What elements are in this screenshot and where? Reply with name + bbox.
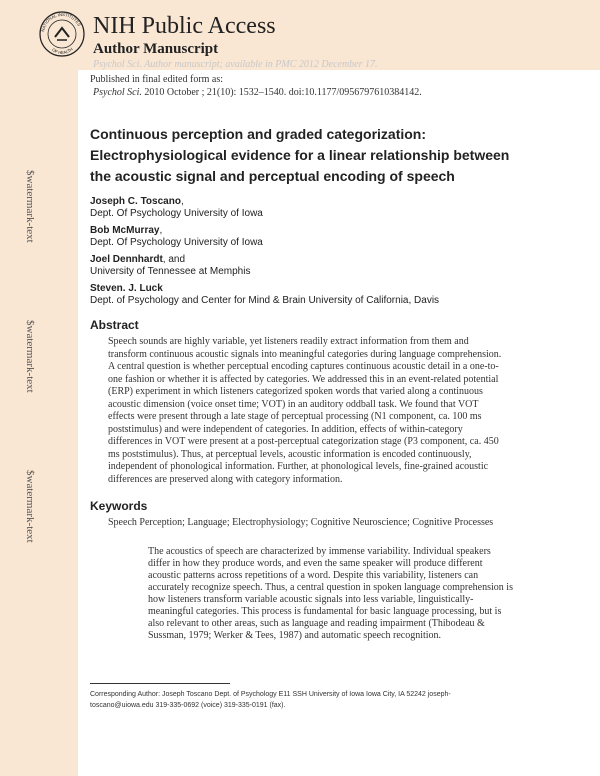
watermark-text: $watermark-text xyxy=(24,470,36,543)
paper-title: Continuous perception and graded categorization: Electrophysiological evidence for a linear relationship between the acoustic signal and perceptual encoding of speech xyxy=(90,126,510,184)
corresponding-author-footnote: Corresponding Author: Joseph Toscano Dept. of Psychology E11 SSH University of Iowa Iowa City, IA 52242 joseph-toscano@uiowa.edu 319-335-0692 (voice) 319-335-0191 (fax). xyxy=(90,691,451,709)
citation-journal: Psychol Sci. xyxy=(93,87,142,98)
logo-text-bottom: OF HEALTH xyxy=(51,46,74,56)
author-affiliation: Dept. Of Psychology University of Iowa xyxy=(90,237,263,248)
body-paragraph: The acoustics of speech are characterized by immense variability. Individual speakers differ in how they produce words, and even the same speaker will produce different acoustic patterns across repetitions of a word. Despite this variability, listeners can accurately recognize speech. Thus, a central question in spoken language comprehension is how listeners transform variable acoustic signals into less variable, linguistically-meaningful categories. This process is fundamental for basic language processing, but is also relevant to other areas, such as language and reading impairment (Thibodeau & Sussman, 1979; Werker & Tees, 1987) and automatic speech recognition. xyxy=(148,546,513,641)
author-name: Joseph C. Toscano xyxy=(90,196,181,207)
published-label: Published in final edited form as: xyxy=(90,74,224,85)
logo-text-top: NATIONAL INSTITUTES xyxy=(40,11,82,33)
author-suffix: , and xyxy=(162,254,186,265)
watermark-text: $watermark-text xyxy=(24,170,36,243)
keywords-text: Speech Perception; Language; Electrophysiology; Cognitive Neuroscience; Cognitive Processes xyxy=(108,517,494,528)
availability-line xyxy=(93,59,378,70)
availability-journal: Psychol Sci. xyxy=(93,59,142,70)
author-affiliation: University of Tennessee at Memphis xyxy=(90,266,251,277)
author-affiliation: Dept. of Psychology and Center for Mind & Brain University of California, Davis xyxy=(90,295,440,306)
citation-details: 2010 October ; 21(10): 1532–1540. doi:10.1177/0956797610384142. xyxy=(144,87,422,98)
side-band xyxy=(0,70,78,776)
author-entry xyxy=(90,196,530,220)
header-title: NIH Public Access xyxy=(93,13,276,39)
footnote-divider xyxy=(90,683,230,684)
abstract-text: Speech sounds are highly variable, yet listeners readily extract information from them and transform continuous acoustic signals into meaningful categories during language comprehension. A central question is whether perceptual encoding captures continuous acoustic detail in a one-to-one fashion or whether it is affected by categories. We addressed this in an event-related potential (ERP) experiment in which listeners categorized spoken words that varied along a continuous acoustic dimension (voice onset time; VOT) in an auditory oddball task. We found that VOT effects were present through a late stage of perceptual processing (N1 component, ca. 100 ms poststimulus) and were independent of categories. In addition, effects of within-category differences in VOT were present at a post-perceptual categorization stage (P3 component, ca. 450 ms poststimulus). Thus, at perceptual levels, acoustic information is encoded continuously, independent of phonological information. Further, at phonological levels, fine-grained acoustic differences are preserved along with category information. xyxy=(108,336,502,485)
author-entry xyxy=(90,254,530,278)
author-name: Steven. J. Luck xyxy=(90,283,163,294)
abstract-heading: Abstract xyxy=(90,318,139,332)
author-entry xyxy=(90,225,530,249)
author-name: Joel Dennhardt xyxy=(90,254,163,265)
author-suffix: , xyxy=(180,196,184,207)
watermark-text: $watermark-text xyxy=(24,320,36,393)
author-name: Bob McMurray xyxy=(90,225,160,236)
author-suffix: , xyxy=(159,225,163,236)
citation-line xyxy=(93,87,422,98)
author-entry xyxy=(90,283,530,307)
keywords-heading: Keywords xyxy=(90,499,148,513)
header-subtitle: Author Manuscript xyxy=(93,41,219,57)
availability-text: Author manuscript; available in PMC 2012 December 17. xyxy=(144,59,378,70)
nih-logo xyxy=(38,10,86,58)
author-affiliation: Dept. Of Psychology University of Iowa xyxy=(90,208,263,219)
